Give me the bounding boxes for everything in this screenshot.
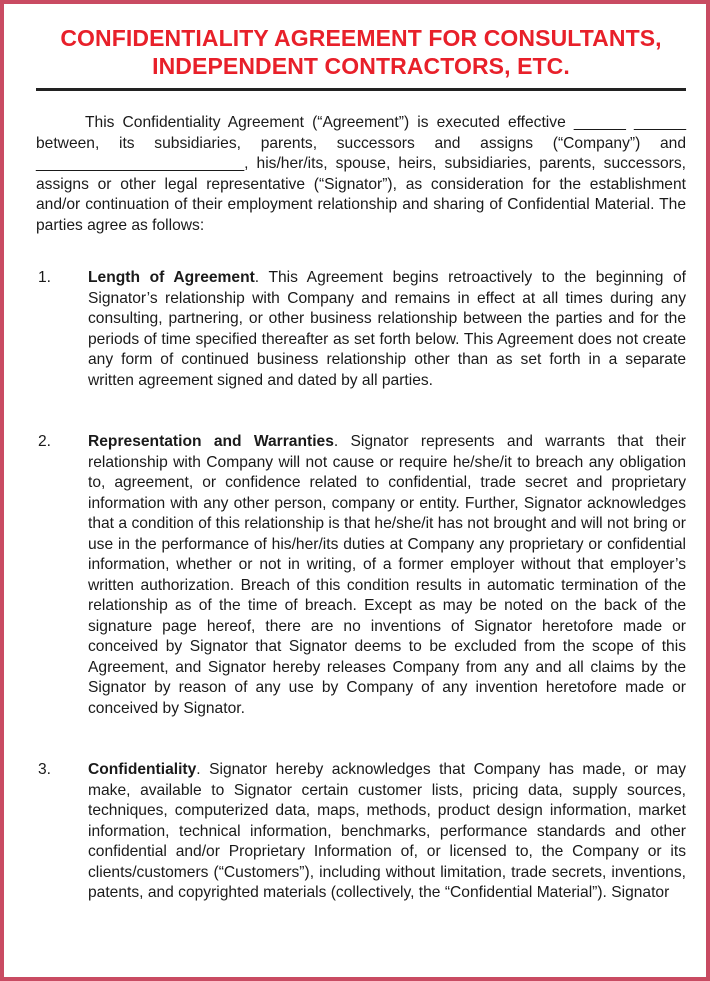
title-divider — [36, 88, 686, 91]
document-content — [36, 4, 686, 977]
section-heading: Length of Agreement — [88, 269, 255, 286]
title-line-2: INDEPENDENT CONTRACTORS, ETC. — [152, 53, 570, 79]
section-number: 3. — [38, 761, 52, 778]
section-3 — [36, 760, 686, 904]
section-body: . Signator represents and warrants that their relationship with Company will not cause or require he/she/it to breach any obligation to, agreement, or confidence related to confidential, trade secret and proprietary information with any other person, company or entity. Further, Signator acknowledges that a condition of this relationship is that he/she/it has not brought and will not bring or use in the performance of his/her/its duties at Company any proprietary or confidential information, whether or not in writing, of a former employer without that employer’s written authorization. Breach of this condition results in automatic termination of the relationship as of the time of breach. Except as may be noted on the back of the signature page hereof, there are no inventions of Signator heretofore made or conceived by Signator that Signator deems to be excluded from the scope of this Agreement, and Signator hereby releases Company from any and all claims by the Signator by reason of any use by Company of any invention heretofore made or conceived by Signator. — [88, 433, 686, 717]
section-1 — [36, 268, 686, 391]
document-title — [36, 24, 686, 80]
section-heading: Representation and Warranties — [88, 433, 334, 450]
intro-paragraph: This Confidentiality Agreement (“Agreement”) is executed effective ______ ______ between, its subsidiaries, parents, successors and assigns (“Company”) and ________________________, his/her/its, spouse, heirs, subsidiaries, parents, successors, assigns or other legal representative (“Signator”), as consideration for the establishment and/or continuation of their employment relationship and sharing of Confidential Material. The parties agree as follows: — [36, 114, 686, 234]
title-line-1: CONFIDENTIALITY AGREEMENT FOR CONSULTANTS, — [60, 25, 662, 51]
section-body: . This Agreement begins retroactively to the beginning of Signator’s relationship with Company and remains in effect at all times during any consulting, partnering, or other business relationship between the parties and for the periods of time specified thereafter as set forth below. This Agreement does not create any form of continued business relationship other than as set forth in a separate written agreement signed and dated by all parties. — [88, 269, 686, 389]
section-number: 1. — [38, 269, 52, 286]
section-body: . Signator hereby acknowledges that Company has made, or may make, available to Signator certain customer lists, pricing data, supply sources, techniques, computerized data, maps, methods, product design information, market information, technical information, benchmarks, performance standards and other confidential and/or Proprietary Information of, or licensed to, the Company or its clients/customers (“Customers”), including without limitation, trade secrets, inventions, patents, and copyrighted materials (collectively, the “Confidential Material”). Signator — [88, 761, 686, 901]
section-heading: Confidentiality — [88, 761, 197, 778]
section-2 — [36, 432, 686, 719]
section-number: 2. — [38, 433, 52, 450]
